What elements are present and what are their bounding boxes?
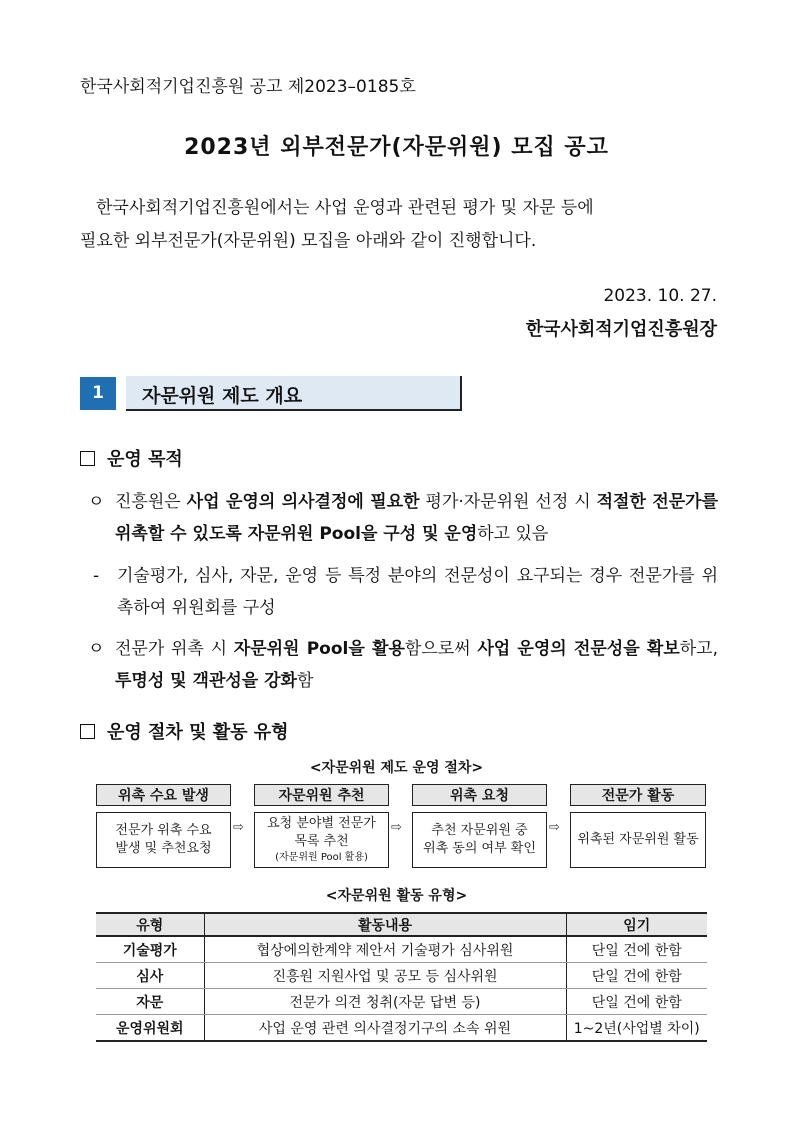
flow-step-3-line2: 위촉 동의 여부 확인 (423, 841, 536, 856)
purpose-bullet-1 (88, 486, 718, 550)
intro-paragraph (80, 192, 720, 258)
intro-line-1: 한국사회적기업진흥원에서는 사업 운영과 관련된 평가 및 자문 등에 (96, 198, 594, 218)
table-row (96, 1015, 707, 1042)
heading-procedure (80, 718, 289, 744)
flow-step-1-line2: 발생 및 추천요청 (115, 841, 212, 856)
table-header-row (96, 913, 707, 936)
flow-step-2-body (254, 812, 389, 868)
flow-step-4-body (570, 812, 706, 868)
purpose-bullet-2-text: 전문가 위촉 시 자문위원 Pool을 활용함으로써 사업 운영의 전문성을 확보하고, 투명성 및 객관성을 강화함 (115, 639, 718, 691)
cell-term: 단일 건에 한함 (566, 936, 707, 963)
cell-content: 전문가 의견 청취(자문 답변 등) (204, 989, 566, 1015)
heading-procedure-label: 운영 절차 및 활동 유형 (107, 722, 289, 743)
activity-type-table (96, 912, 707, 1042)
flow-arrow-icon: ⇨ (549, 820, 560, 835)
table-row (96, 936, 707, 963)
section-title: 자문위원 제도 개요 (142, 385, 303, 407)
cell-content: 진흥원 지원사업 및 공모 등 심사위원 (204, 963, 566, 989)
cell-term: 단일 건에 한함 (566, 963, 707, 989)
dash-mark: - (93, 566, 100, 586)
flow-step-4-line1: 위촉된 자문위원 활동 (577, 832, 699, 847)
purpose-sub-item (93, 560, 718, 624)
cell-type: 자문 (96, 989, 204, 1015)
flow-step-3-body (412, 812, 547, 868)
intro-line-2: 필요한 외부전문가(자문위원) 모집을 아래와 같이 진행합니다. (80, 231, 537, 251)
cell-content: 협상에의한계약 제안서 기술평가 심사위원 (204, 936, 566, 963)
flow-arrow-icon: ⇨ (233, 820, 244, 835)
flow-step-1-line1: 전문가 위촉 수요 (115, 823, 212, 838)
section-number-badge: 1 (80, 377, 116, 410)
flow-step-3-line1: 추천 자문위원 중 (431, 823, 528, 838)
cell-content: 사업 운영 관련 의사결정기구의 소속 위원 (204, 1015, 566, 1042)
flow-step-4-head: 전문가 활동 (570, 784, 706, 806)
purpose-bullet-2 (88, 633, 718, 697)
flow-arrow-icon: ⇨ (391, 820, 402, 835)
cell-term: 1~2년(사업별 차이) (566, 1015, 707, 1042)
bullet-circle-icon: ㅇ (88, 639, 105, 659)
flow-step-3-head: 위촉 요청 (412, 784, 547, 806)
flow-step-1-head: 위촉 수요 발생 (96, 784, 231, 806)
table-row (96, 989, 707, 1015)
table-row (96, 963, 707, 989)
purpose-sub-item-text: 기술평가, 심사, 자문, 운영 등 특정 분야의 전문성이 요구되는 경우 전문가를 위촉하여 위원회를 구성 (117, 566, 718, 618)
cell-type: 심사 (96, 963, 204, 989)
checkbox-square-icon (80, 724, 95, 739)
checkbox-square-icon (80, 451, 95, 466)
flow-caption: <자문위원 제도 운영 절차> (309, 760, 484, 776)
flow-step-2-note: (자문위원 Pool 활용) (275, 852, 368, 863)
flow-step-2-head: 자문위원 추천 (254, 784, 389, 806)
column-header-content: 활동내용 (204, 913, 566, 936)
cell-type: 운영위원회 (96, 1015, 204, 1042)
issuer-name: 한국사회적기업진흥원장 (525, 319, 717, 340)
purpose-bullet-1-text: 진흥원은 사업 운영의 의사결정에 필요한 평가·자문위원 선정 시 적절한 전문가를 위촉할 수 있도록 자문위원 Pool을 구성 및 운영하고 있음 (115, 492, 719, 544)
bullet-circle-icon: ㅇ (88, 492, 105, 512)
flow-step-2-line1: 요청 분야별 전문가 (267, 816, 376, 831)
notice-date: 2023. 10. 27. (603, 286, 717, 306)
column-header-term: 임기 (566, 913, 707, 936)
cell-type: 기술평가 (96, 936, 204, 963)
heading-purpose (80, 445, 183, 471)
column-header-type: 유형 (96, 913, 204, 936)
flow-step-2-line2: 목록 추천 (294, 834, 349, 849)
heading-purpose-label: 운영 목적 (107, 449, 183, 470)
cell-term: 단일 건에 한함 (566, 989, 707, 1015)
notice-number: 한국사회적기업진흥원 공고 제2023–0185호 (80, 77, 416, 97)
flow-step-1-body (96, 812, 231, 868)
table-caption: <자문위원 활동 유형> (325, 888, 468, 904)
page-title: 2023년 외부전문가(자문위원) 모집 공고 (184, 135, 609, 160)
